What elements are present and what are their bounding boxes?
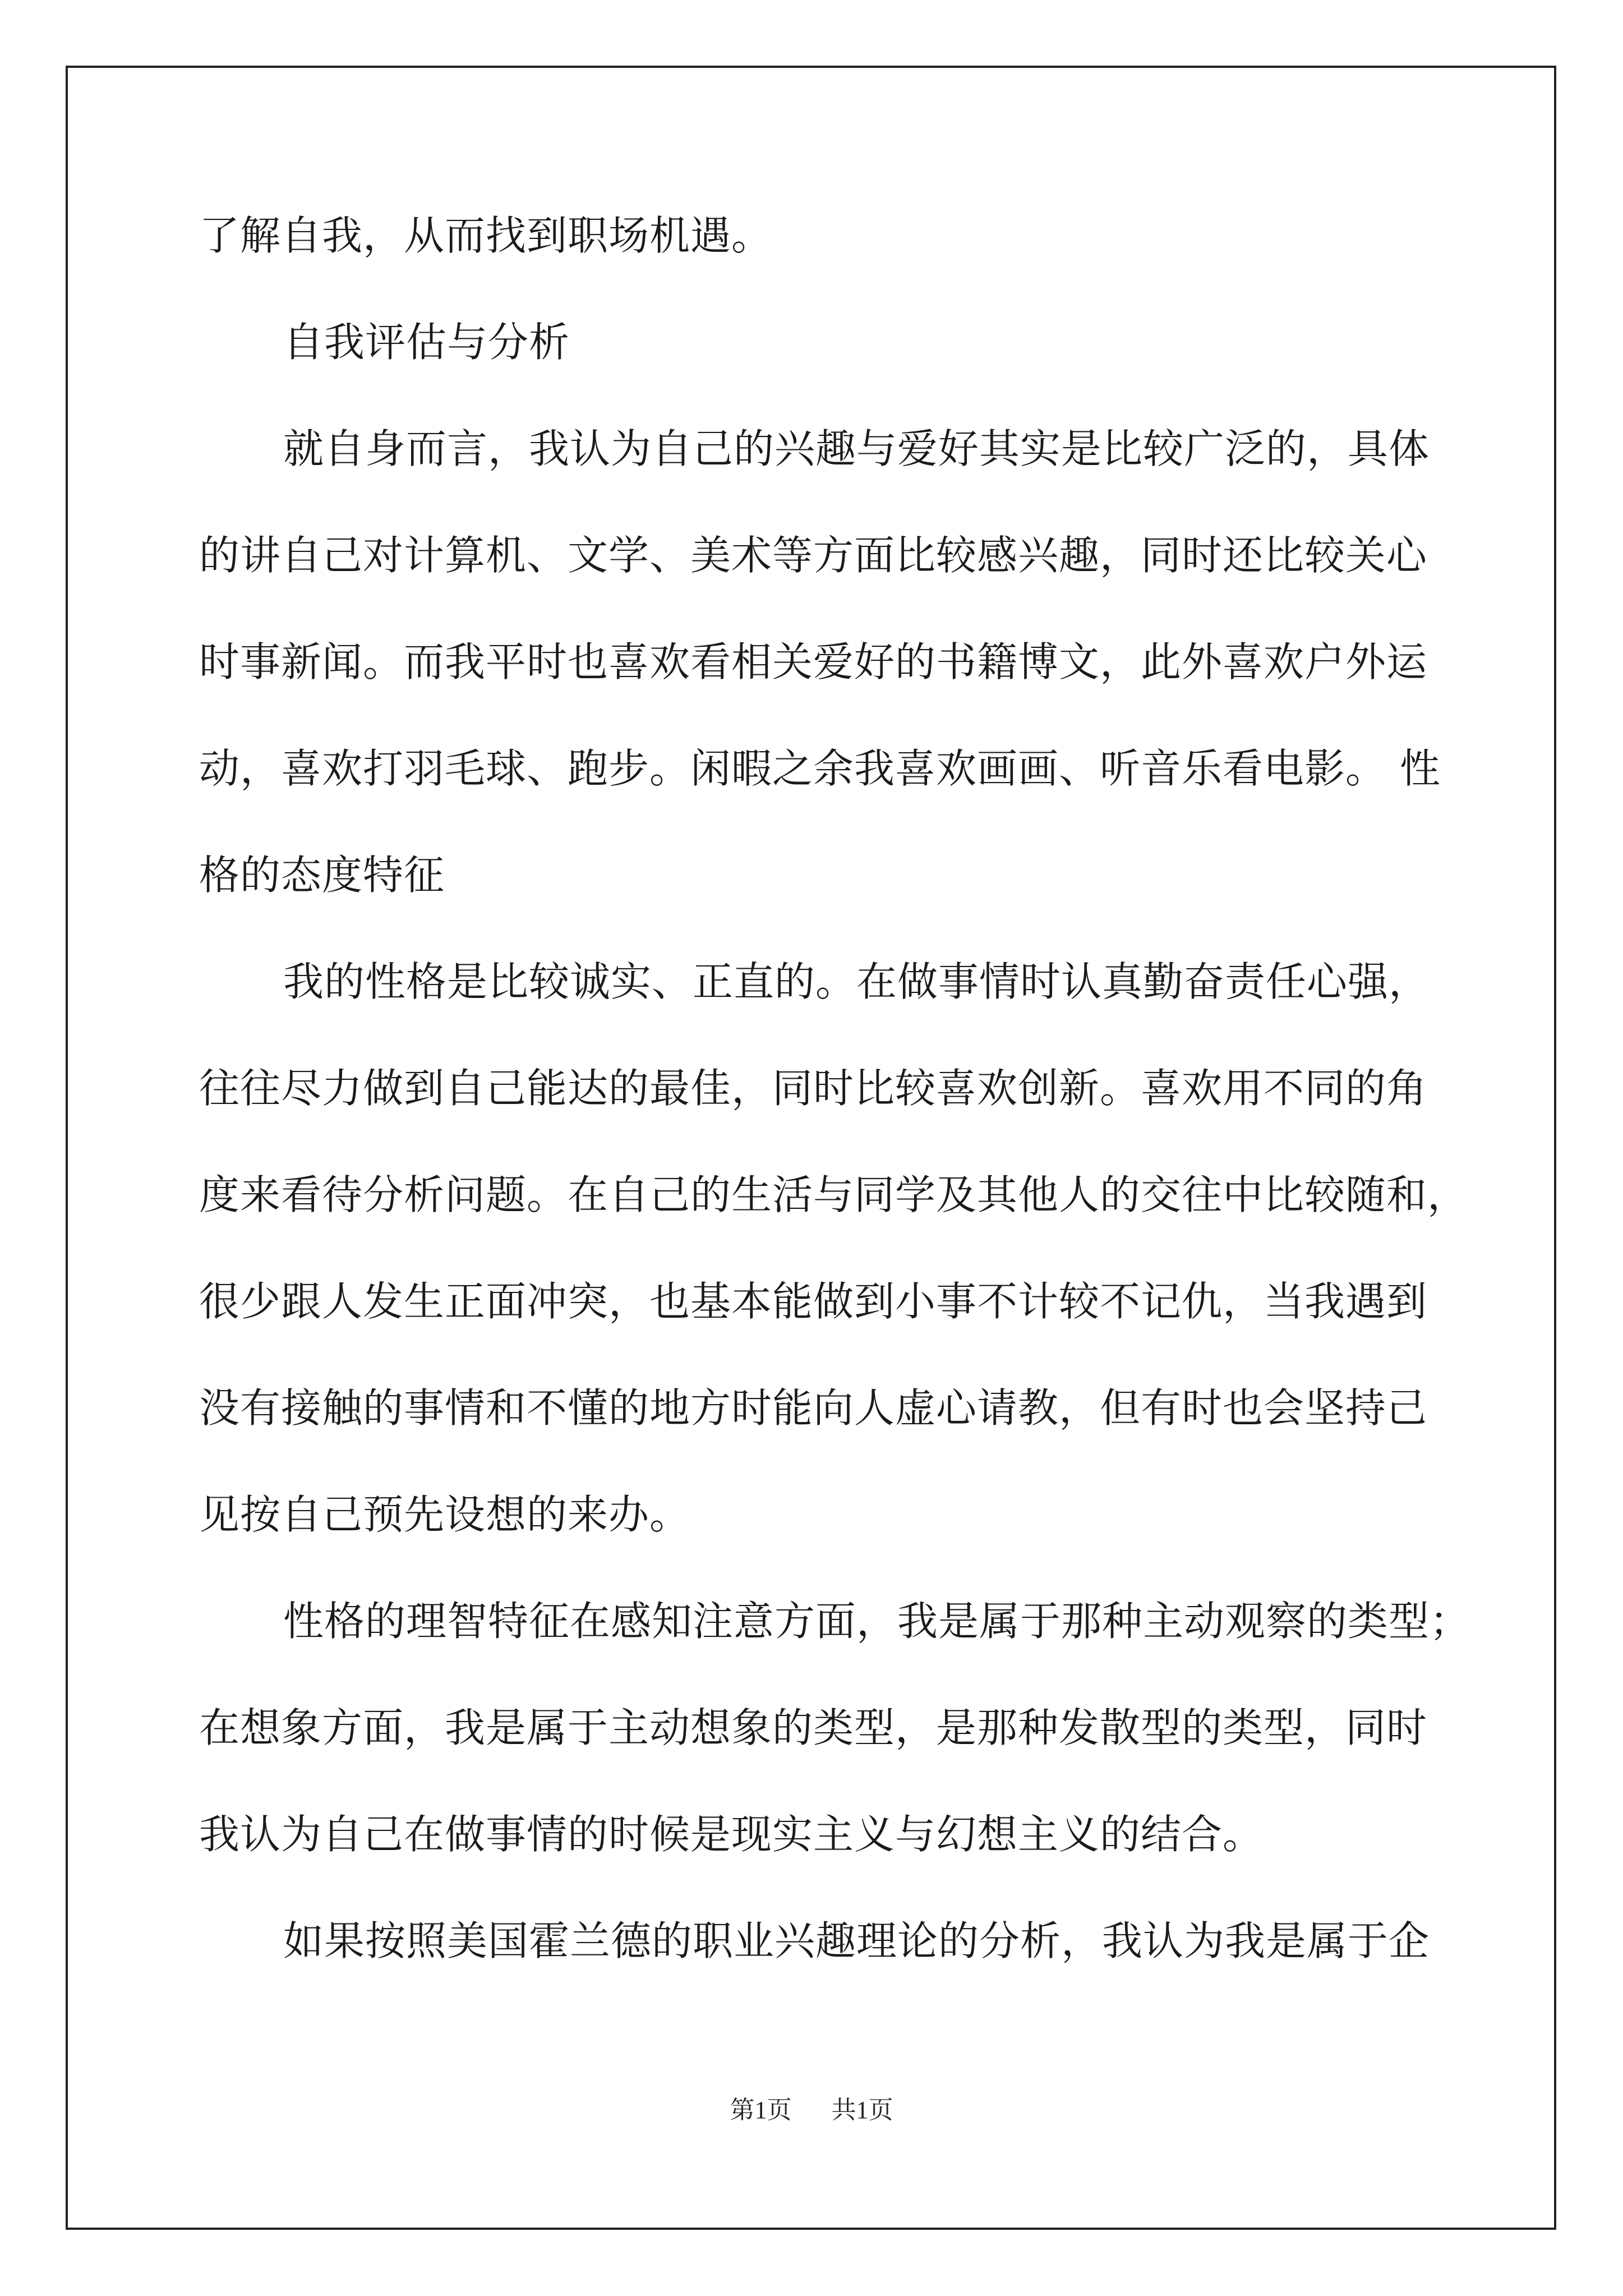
- text-line: 我认为自己在做事情的时候是现实主义与幻想主义的结合。: [199, 1811, 1264, 1858]
- text-line: 了解自我，从而找到职场机遇。: [199, 212, 773, 259]
- text-line: 动，喜欢打羽毛球、跑步。闲暇之余我喜欢画画、听音乐看电影。 性: [199, 745, 1441, 792]
- document-body: [199, 182, 1471, 1994]
- text-line: 在想象方面，我是属于主动想象的类型，是那种发散型的类型，同时: [199, 1704, 1428, 1751]
- text-line: 我的性格是比较诚实、正直的。在做事情时认真勤奋责任心强，: [283, 958, 1430, 1005]
- text-line: 如果按照美国霍兰德的职业兴趣理论的分析，我认为我是属于企: [283, 1917, 1430, 1964]
- text-line: 的讲自己对计算机、文学、美术等方面比较感兴趣，同时还比较关心: [199, 532, 1428, 579]
- text-line: 性格的理智特征在感知注意方面，我是属于那种主动观察的类型；: [283, 1598, 1471, 1645]
- text-line: 往往尽力做到自己能达的最佳，同时比较喜欢创新。喜欢用不同的角: [199, 1065, 1428, 1112]
- text-line: 见按自己预先设想的来办。: [199, 1491, 691, 1538]
- text-line: 度来看待分析问题。在自己的生活与同学及其他人的交往中比较随和，: [199, 1171, 1469, 1218]
- text-line: 格的态度特征: [199, 852, 445, 899]
- page-footer: [0, 2090, 1623, 2125]
- text-line: 时事新闻。而我平时也喜欢看相关爱好的书籍博文，此外喜欢户外运: [199, 638, 1428, 685]
- page-number-total: 共1页: [831, 2096, 893, 2124]
- section-heading: 自我评估与分析: [283, 319, 570, 366]
- text-line: 很少跟人发生正面冲突，也基本能做到小事不计较不记仇，当我遇到: [199, 1278, 1428, 1325]
- page-number-current: 第1页: [730, 2096, 792, 2124]
- text-line: 就自身而言，我认为自己的兴趣与爱好其实是比较广泛的，具体: [283, 425, 1430, 472]
- text-line: 没有接触的事情和不懂的地方时能向人虚心请教，但有时也会坚持己: [199, 1384, 1428, 1432]
